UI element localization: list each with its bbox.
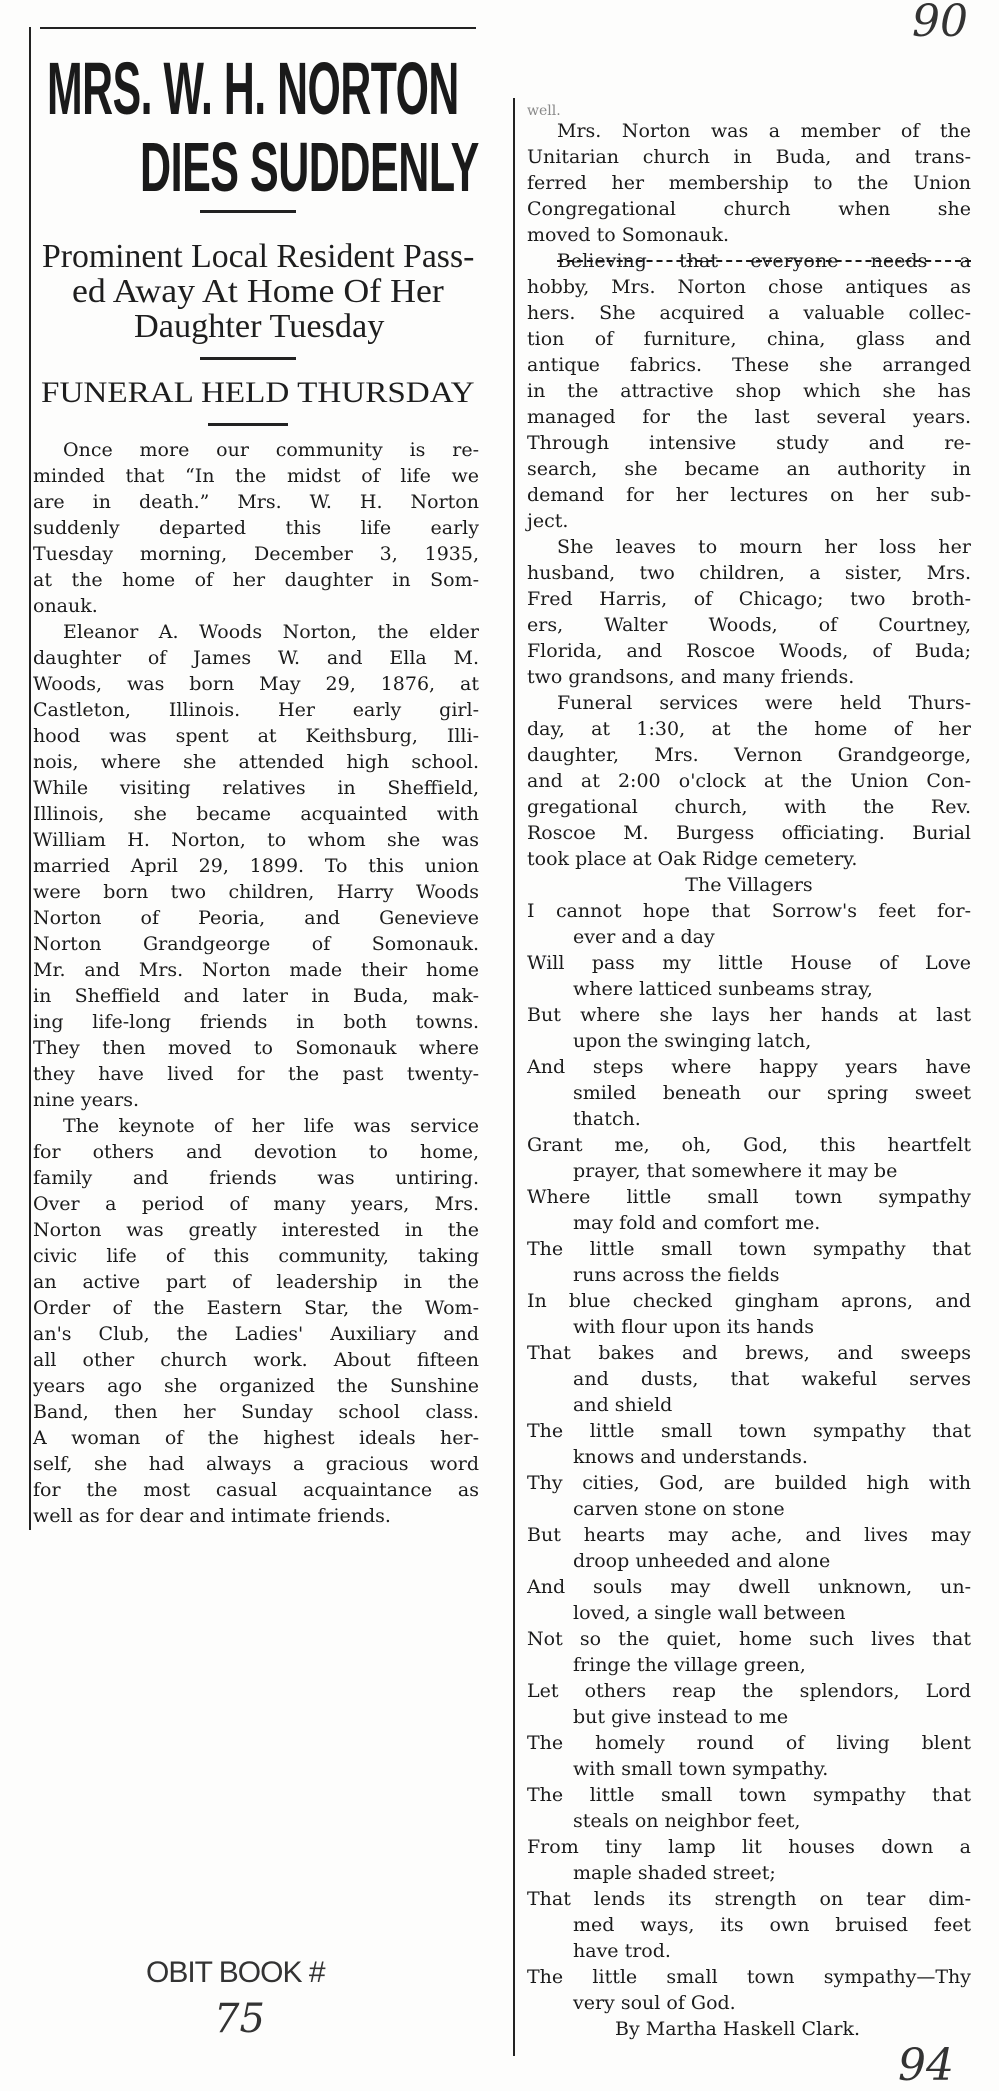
paragraph-line: minded that “In the midst of life we [33, 465, 479, 487]
paragraph-line: for others and devotion to home, [33, 1141, 479, 1163]
paragraph-line: A woman of the highest ideals her- [33, 1427, 479, 1449]
paragraph-line: an active part of leadership in the [33, 1271, 479, 1293]
paragraph-line: years ago she organized the Sunshine [33, 1375, 479, 1397]
poem-byline: By Martha Haskell Clark. [615, 2018, 861, 2040]
paragraph-line: for the most casual acquaintance as [33, 1479, 479, 1501]
paragraph-line: Mr. and Mrs. Norton made their home [33, 959, 479, 981]
left-column-border [29, 27, 31, 1530]
poem-line: And souls may dwell unknown, un- [527, 1576, 971, 1598]
paragraph-line: Fred Harris, of Chicago; two broth- [527, 588, 971, 610]
paragraph-line: Unitarian church in Buda, and trans- [527, 146, 971, 168]
poem-line: but give instead to me [573, 1706, 789, 1728]
paragraph-line: Believing that everyone needs a [557, 250, 971, 272]
paragraph-line: took place at Oak Ridge cemetery. [527, 848, 858, 870]
poem-line: prayer, that somewhere it may be [573, 1160, 898, 1182]
paragraph-line: demand for her lectures on her sub- [527, 484, 971, 506]
paragraph-line: two grandsons, and many friends. [527, 666, 855, 688]
poem-line: Grant me, oh, God, this heartfelt [527, 1134, 971, 1156]
paragraph-line: The keynote of her life was service [63, 1115, 479, 1137]
paragraph-line: were born two children, Harry Woods [33, 881, 479, 903]
headline-line-1: MRS. W. H. NORTON [47, 46, 459, 131]
paragraph-line: married April 29, 1899. To this union [33, 855, 479, 877]
paragraph-line: self, she had always a gracious word [33, 1453, 479, 1475]
paragraph-line: Norton Grandgeorge of Somonauk. [33, 933, 479, 955]
paragraph-line: moved to Somonauk. [527, 224, 730, 246]
paragraph-line: civic life of this community, taking [33, 1245, 479, 1267]
poem-line: I cannot hope that Sorrow's feet for- [527, 900, 971, 922]
paragraph-line: ers, Walter Woods, of Courtney, [527, 614, 971, 636]
headline-line-2: DIES SUDDENLY [140, 127, 479, 206]
paragraph-line: William H. Norton, to whom she was [33, 829, 479, 851]
divider-rule [200, 210, 296, 213]
paragraph-line: gregational church, with the Rev. [527, 796, 971, 818]
column-divider [513, 98, 515, 2056]
paragraph-line: Funeral services were held Thurs- [557, 692, 971, 714]
paragraph-line: are in death.” Mrs. W. H. Norton [33, 491, 479, 513]
paragraph-line: Illinois, she became acquainted with [33, 803, 479, 825]
paragraph-line: hobby, Mrs. Norton chose antiques as [527, 276, 971, 298]
poem-line: Let others reap the splendors, Lord [527, 1680, 971, 1702]
poem-line: Will pass my little House of Love [527, 952, 971, 974]
obit-book-stamp: OBIT BOOK # [146, 1956, 325, 1989]
poem-line: with small town sympathy. [573, 1758, 829, 1780]
paragraph-line: all other church work. About fifteen [33, 1349, 479, 1371]
paragraph-line: hood was spent at Keithsburg, Illi- [33, 725, 479, 747]
paragraph-line: and at 2:00 o'clock at the Union Con- [527, 770, 971, 792]
paragraph-line: hers. She acquired a valuable collec- [527, 302, 971, 324]
subhead-line-3: Daughter Tuesday [134, 308, 385, 345]
paragraph-line: Once more our community is re- [63, 439, 479, 461]
poem-line: fringe the village green, [573, 1654, 806, 1676]
poem-line: runs across the fields [573, 1264, 780, 1286]
handwritten-page-number-top: 90 [912, 0, 968, 47]
poem-line: carven stone on stone [573, 1498, 785, 1520]
poem-line: very soul of God. [573, 1992, 736, 2014]
paragraph-line: in the attractive shop which she has [527, 380, 971, 402]
paragraph-line: She leaves to mourn her loss her [557, 536, 971, 558]
handwritten-page-number-bottom: 94 [898, 2040, 954, 2091]
divider-rule [200, 357, 296, 360]
paragraph-line: an's Club, the Ladies' Auxiliary and [33, 1323, 479, 1345]
section-heading: FUNERAL HELD THURSDAY [41, 376, 475, 409]
paragraph-line: family and friends was untiring. [33, 1167, 479, 1189]
handwritten-book-number: 75 [214, 1996, 265, 2042]
poem-line: From tiny lamp lit houses down a [527, 1836, 971, 1858]
poem-line: steals on neighbor feet, [573, 1810, 801, 1832]
poem-line: The little small town sympathy that [527, 1784, 971, 1806]
paragraph-line: daughter, Mrs. Vernon Grandgeorge, [527, 744, 971, 766]
poem-line: But where she lays her hands at last [527, 1004, 971, 1026]
paragraph-line: tion of furniture, china, glass and [527, 328, 971, 350]
poem-line: Thy cities, God, are builded high with [527, 1472, 971, 1494]
subhead-line-2: ed Away At Home Of Her [72, 273, 444, 310]
poem-line: And steps where happy years have [527, 1056, 971, 1078]
paragraph-line: Band, then her Sunday school class. [33, 1401, 479, 1423]
paragraph-line: ferred her membership to the Union [527, 172, 971, 194]
poem-line: where latticed sunbeams stray, [573, 978, 873, 1000]
paragraph-line: ject. [527, 510, 569, 532]
poem-line: Not so the quiet, home such lives that [527, 1628, 971, 1650]
poem-line: med ways, its own bruised feet [573, 1914, 971, 1936]
paragraph-line: Woods, was born May 29, 1876, at [33, 673, 479, 695]
poem-line: ever and a day [573, 926, 715, 948]
paragraph-line: well as for dear and intimate friends. [33, 1505, 391, 1527]
paragraph-line: daughter of James W. and Ella M. [33, 647, 479, 669]
paragraph-line: Tuesday morning, December 3, 1935, [33, 543, 479, 565]
poem-line: thatch. [573, 1108, 641, 1130]
paragraph-line: nine years. [33, 1089, 140, 1111]
paragraph-line: suddenly departed this life early [33, 517, 479, 539]
paragraph-line: Mrs. Norton was a member of the [557, 120, 971, 142]
top-rule [40, 27, 476, 29]
poem-line: The little small town sympathy that [527, 1420, 971, 1442]
cut-off-text-fragment: well. [527, 104, 561, 118]
poem-line: and dusts, that wakeful serves [573, 1368, 971, 1390]
paragraph-line: Florida, and Roscoe Woods, of Buda; [527, 640, 971, 662]
poem-line: loved, a single wall between [573, 1602, 846, 1624]
paragraph-line: ing life-long friends in both towns. [33, 1011, 479, 1033]
poem-line: The little small town sympathy—Thy [527, 1966, 971, 1988]
left-column-text [33, 437, 479, 1529]
poem-line: with flour upon its hands [573, 1316, 815, 1338]
poem-line: may fold and comfort me. [573, 1212, 821, 1234]
paragraph-line: antique fabrics. These she arranged [527, 354, 971, 376]
paragraph-line: search, she became an authority in [527, 458, 971, 480]
paragraph-line: they have lived for the past twenty- [33, 1063, 479, 1085]
paragraph-line: Castleton, Illinois. Her early girl- [33, 699, 479, 721]
poem-title: The Villagers [685, 874, 813, 896]
paragraph-line: at the home of her daughter in Som- [33, 569, 479, 591]
poem-line: knows and understands. [573, 1446, 808, 1468]
paragraph-line: Norton was greatly interested in the [33, 1219, 479, 1241]
subhead-line-1: Prominent Local Resident Pass- [42, 238, 475, 275]
poem-line: The little small town sympathy that [527, 1238, 971, 1260]
paragraph-line: day, at 1:30, at the home of her [527, 718, 971, 740]
paragraph-line: in Sheffield and later in Buda, mak- [33, 985, 479, 1007]
paragraph-line: Order of the Eastern Star, the Wom- [33, 1297, 479, 1319]
paragraph-line: managed for the last several years. [527, 406, 971, 428]
right-column-text [527, 104, 971, 2042]
paragraph-line: While visiting relatives in Sheffield, [33, 777, 479, 799]
poem-line: smiled beneath our spring sweet [573, 1082, 971, 1104]
paragraph-line: Norton of Peoria, and Genevieve [33, 907, 479, 929]
paragraph-line: onauk. [33, 595, 98, 617]
poem-line: have trod. [573, 1940, 671, 1962]
poem-line: The homely round of living blent [527, 1732, 971, 1754]
poem-line: maple shaded street; [573, 1862, 776, 1884]
paragraph-line: They then moved to Somonauk where [33, 1037, 479, 1059]
paragraph-line: Over a period of many years, Mrs. [33, 1193, 479, 1215]
poem-line: In blue checked gingham aprons, and [527, 1290, 971, 1312]
paragraph-line: Eleanor A. Woods Norton, the elder [63, 621, 479, 643]
paragraph-line: Congregational church when she [527, 198, 971, 220]
paragraph-line: Roscoe M. Burgess officiating. Burial [527, 822, 971, 844]
paragraph-line: nois, where she attended high school. [33, 751, 479, 773]
poem-line: Where little small town sympathy [527, 1186, 971, 1208]
divider-rule [208, 423, 288, 426]
poem-line: That bakes and brews, and sweeps [527, 1342, 971, 1364]
poem-line: That lends its strength on tear dim- [527, 1888, 971, 1910]
paragraph-line: husband, two children, a sister, Mrs. [527, 562, 971, 584]
poem-line: droop unheeded and alone [573, 1550, 831, 1572]
paragraph-line: Through intensive study and re- [527, 432, 971, 454]
poem-line: upon the swinging latch, [573, 1030, 812, 1052]
poem-line: and shield [573, 1394, 673, 1416]
poem-line: But hearts may ache, and lives may [527, 1524, 971, 1546]
